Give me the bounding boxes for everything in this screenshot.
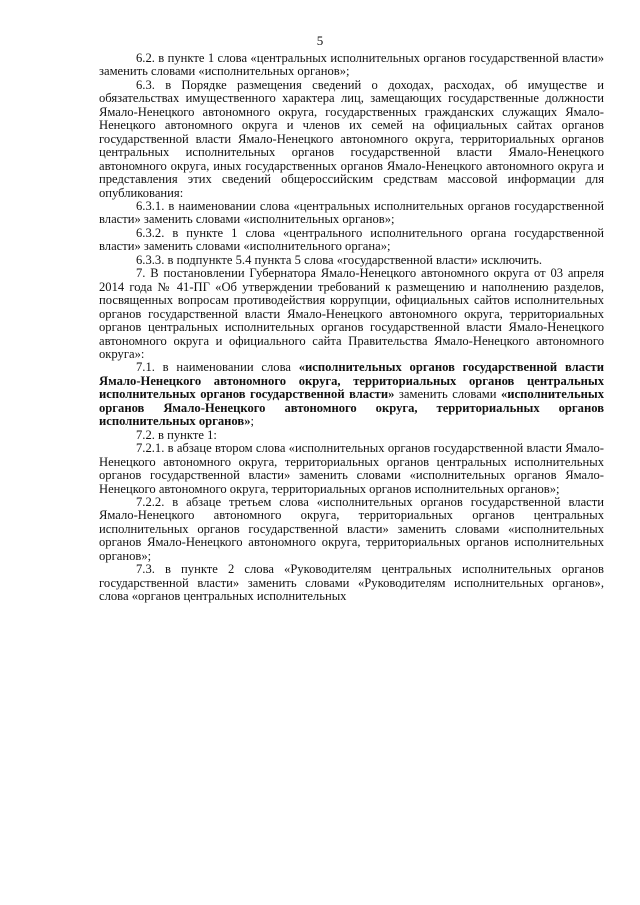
paragraph bbox=[99, 200, 604, 227]
page-number: 5 bbox=[316, 33, 324, 48]
paragraph bbox=[99, 429, 604, 442]
paragraph bbox=[99, 52, 604, 79]
paragraph bbox=[99, 267, 604, 361]
text-run: 7.3. в пункте 2 слова «Руководителям центральных исполнительных органов государственной власти» заменить словами «Руководителям исполнительных органов», слова «органов центральных исполнительных bbox=[99, 562, 604, 604]
bold-text-run: «исполнительных органов государственной власти Ямало-Ненецкого автономного округа, территориальных органов центральных исполнительных органов государственной власти» bbox=[99, 360, 604, 402]
paragraph bbox=[99, 361, 604, 428]
text-run: 7.1. в наименовании слова bbox=[136, 360, 299, 375]
text-run: 6.3.1. в наименовании слова «центральных исполнительных органов государственной власти» заменить словами «исполнительных органов»; bbox=[99, 198, 604, 227]
paragraph bbox=[99, 227, 604, 254]
paragraph bbox=[99, 496, 604, 563]
document-body bbox=[99, 52, 604, 604]
paragraph bbox=[99, 442, 604, 496]
text-run: 6.3. в Порядке размещения сведений о доходах, расходах, об имуществе и обязательствах имущественного характера лиц, замещающих государственные должности Ямало-Ненецкого автономного округа, государственных гражданских служащих Ямало-Ненецкого автономного округа и членов их семей на официальных сайтах органов государственной власти Ямало-Ненецкого автономного округа, территориальных органов центральных исполнительных органов государственной власти Ямало-Ненецкого автономного округа, иных государственных органов Ямало-Ненецкого автономного округа и представления этих сведений общероссийским средствам массовой информации для опубликования: bbox=[99, 77, 604, 200]
text-run: заменить словами bbox=[394, 387, 501, 402]
text-run: 7.2. в пункте 1: bbox=[136, 427, 217, 442]
text-run: 6.3.2. в пункте 1 слова «центрального исполнительного органа государственной власти» заменить словами «исполнительного органа»; bbox=[99, 225, 604, 254]
paragraph bbox=[99, 563, 604, 603]
text-run: 6.3.3. в подпункте 5.4 пункта 5 слова «государственной власти» исключить. bbox=[136, 252, 543, 267]
text-run: 7.2.1. в абзаце втором слова «исполнительных органов государственной власти Ямало-Ненецкого автономного округа, территориальных органов центральных исполнительных органов государственной власти» заменить словами «исполнительных органов Ямало-Ненецкого автономного округа, территориальных органов исполнительных органов»; bbox=[99, 441, 604, 496]
text-run: 7.2.2. в абзаце третьем слова «исполнительных органов государственной власти Ямало-Ненецкого автономного округа, территориальных органов центральных исполнительных органов государственной власти» заменить словами «исполнительных органов Ямало-Ненецкого автономного округа, территориальных органов исполнительных органов»; bbox=[99, 494, 604, 563]
text-run: 6.2. в пункте 1 слова «центральных исполнительных органов государственной власти» заменить словами «исполнительных органов»; bbox=[99, 51, 604, 79]
text-run: ; bbox=[250, 414, 254, 429]
bold-text-run: «исполнительных органов Ямало-Ненецкого автономного округа, территориальных органов исполнительных органов» bbox=[99, 387, 604, 429]
paragraph bbox=[99, 79, 604, 200]
paragraph bbox=[99, 254, 604, 267]
text-run: 7. В постановлении Губернатора Ямало-Ненецкого автономного округа от 03 апреля 2014 года № 41-ПГ «Об утверждении требований к размещению и наполнению разделов, посвященных вопросам противодействия коррупции, официальных сайтов исполнительных органов государственной власти Ямало-Ненецкого автономного округа, территориальных органов центральных исполнительных органов государственной власти Ямало-Ненецкого автономного округа и официального сайта Правительства Ямало-Ненецкого автономного округа»: bbox=[99, 266, 604, 361]
